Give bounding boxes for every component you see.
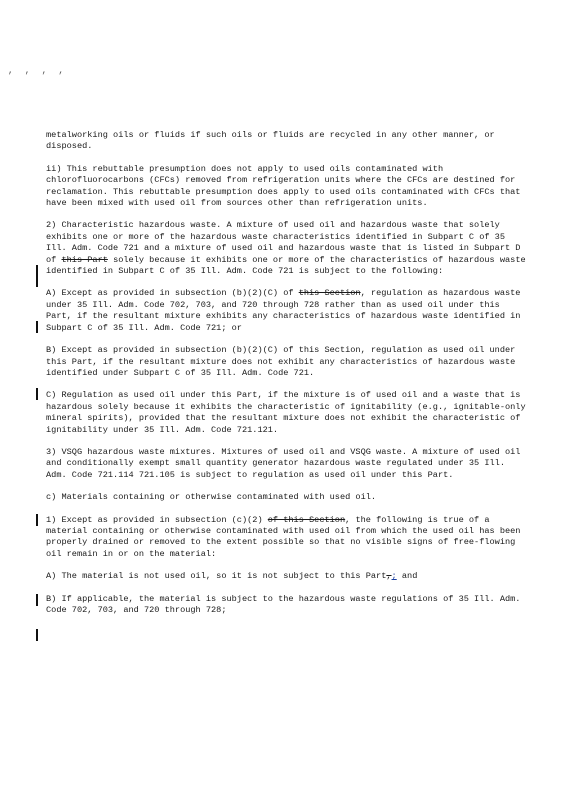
deleted-text: , [386,571,392,582]
paragraph: c) Materials containing or otherwise contaminated with used oil. [46,492,377,503]
text-run: and [396,571,418,582]
margin-mark: , , , , [8,66,67,76]
inserted-text: ; [391,571,397,582]
text-run: A) The material is not used oil, so it is not subject to this Part [46,571,387,582]
text-run: , regulation as hazardous waste under 35 Ill. Adm. Code 702, 703, and 720 through 728 rather than as used oil under this Part, if the resultant mixture exhibits any characteristics of hazardous waste identified in Subpart C of 35 Ill. Adm. Code 721; or [46,288,521,333]
deleted-text: this Section [298,288,361,299]
paragraph: metalworking oils or fluids if such oils or fluids are recycled in any other manner, or disposed. [46,130,495,152]
paragraph: ii) This rebuttable presumption does not apply to used oils contaminated with chlorofluorocarbons (CFCs) removed from refrigeration units where the CFCs are destined for reclamation. This rebuttable presumption does apply to used oils contaminated with CFCs that have been mixed with used oil from sources other than refrigeration units. [46,163,521,209]
text-run: solely because it exhibits one or more of the characteristics of hazardous waste identified in Subpart C of 35 Ill. Adm. Code 721 is subject to the following: [46,254,526,277]
paragraph: C) Regulation as used oil under this Part, if the mixture is of used oil and a waste that is hazardous solely because it exhibits the characteristic of ignitability (e.g., ignitable-only mineral spirits), provided that the resultant mixture does not exhibit the characteristic of ignitability under 35 Ill. Adm. Code 721.121. [46,390,526,435]
paragraph: B) Except as provided in subsection (b)(2)(C) of this Section, regulation as used oil under this Part, if the resultant mixture does not exhibit any characteristics of hazardous waste identified under Subpart C of 35 Ill. Adm. Code 721. [46,345,516,378]
paragraph [46,288,526,334]
text-run: A) Except as provided in subsection (b)(2)(C) of [46,288,299,299]
paragraph: B) If applicable, the material is subject to the hazardous waste regulations of 35 Ill. Adm. Code 702, 703, and 720 through 728; [46,593,521,615]
change-bar [36,265,38,287]
paragraph [46,571,526,582]
document-body [46,130,526,627]
text-run: 1) Except as provided in subsection (c)(2) [46,514,268,525]
change-bar [36,629,38,641]
paragraph: 3) VSQG hazardous waste mixtures. Mixtures of used oil and VSQG waste. A mixture of used oil and conditionally exempt small quantity generator hazardous waste regulated under 35 Ill. Adm. Code 721.114 721.105 is subject to regulation as used oil under this Part. [46,446,521,480]
paragraph [46,515,526,561]
text-run: , the following is true of a material containing or otherwise contaminated with used oil from which the used oil has been properly drained or removed to the extent possible so that no visible signs of free-flowing oil remain in or on the material: [46,514,521,559]
change-bar [36,321,38,333]
deleted-text: this Part [61,254,108,265]
change-bar [36,594,38,606]
text-run: 2) Characteristic hazardous waste. A mixture of used oil and hazardous waste that solely exhibits one or more of the hazardous waste characteristics identified in Subpart C of 35 Ill. Adm. Code 721 and a mixture of used oil and hazardous waste that is listed in Subpart D of [46,220,521,265]
paragraph [46,220,526,277]
change-bar [36,388,38,400]
deleted-text: of this Section [267,514,346,525]
change-bar [36,514,38,526]
